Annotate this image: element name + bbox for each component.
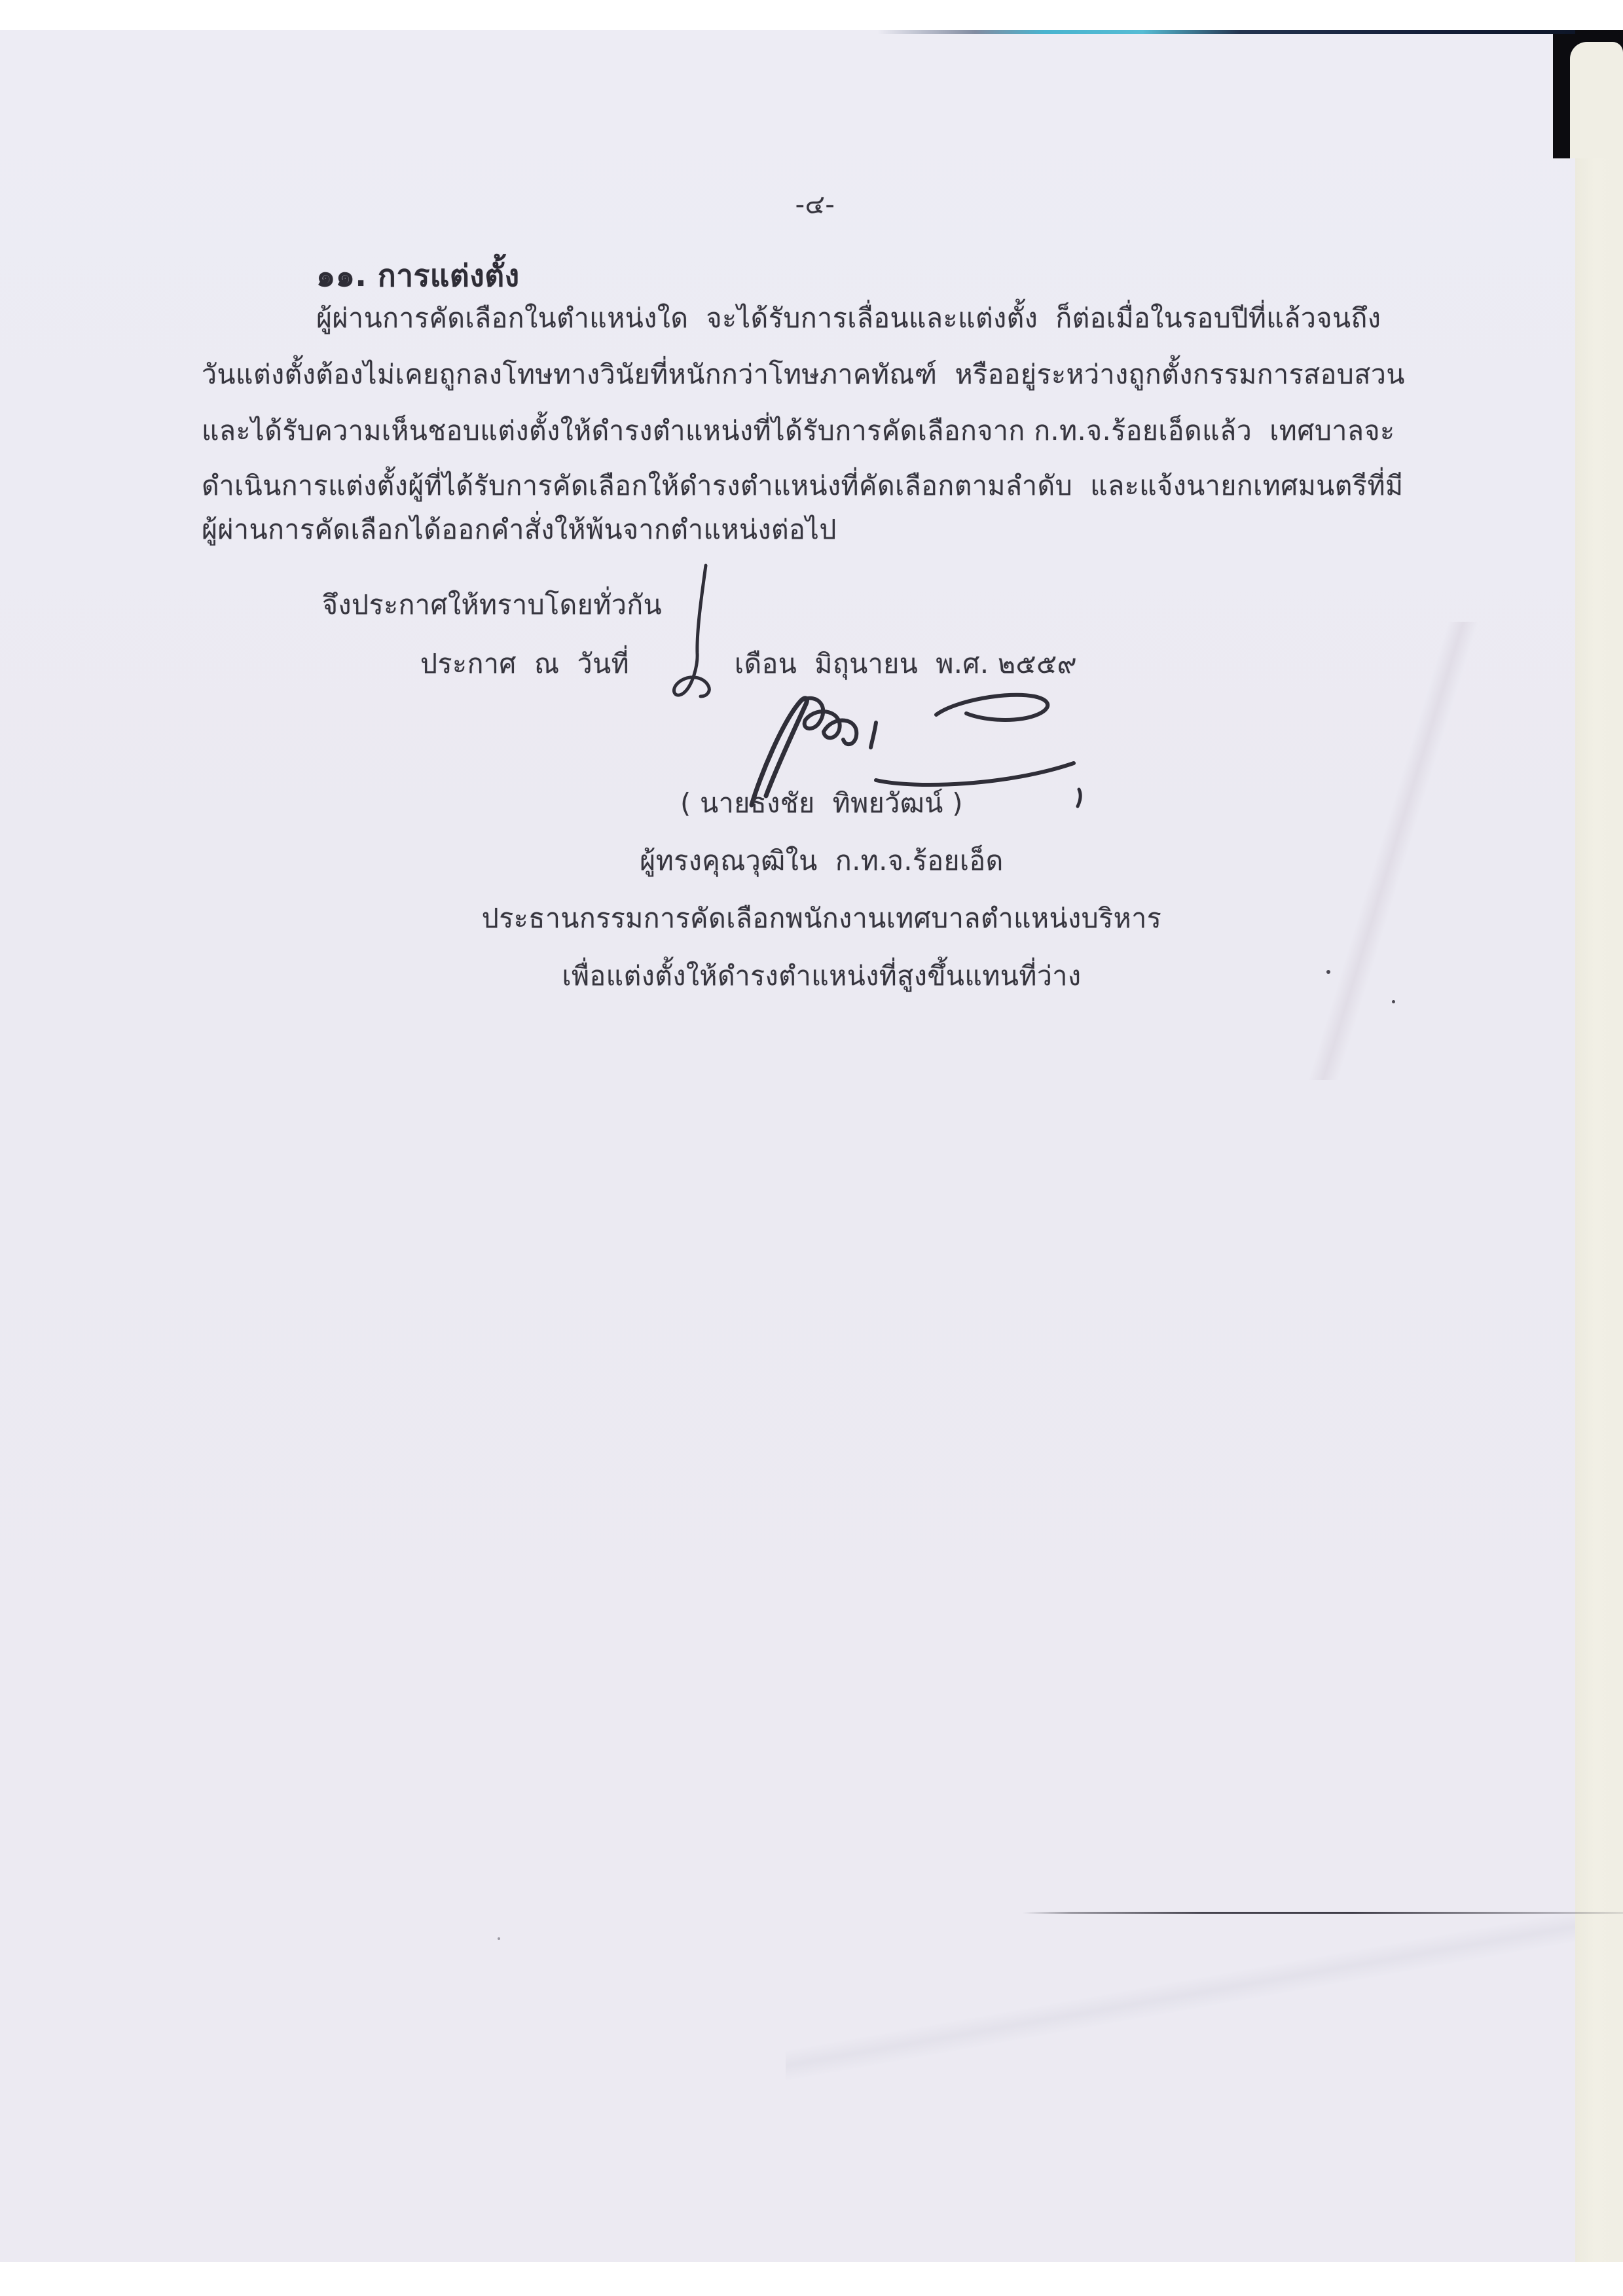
underlying-sheet-edge xyxy=(1575,30,1623,2262)
date-line-prefix: ประกาศ ณ วันที่ xyxy=(420,648,630,679)
signatory-title: ประธานกรรมการคัดเลือกพนักงานเทศบาลตำแหน่งบริหาร xyxy=(481,903,1162,934)
paragraph-line: วันแต่งตั้งต้องไม่เคยถูกลงโทษทางวินัยที่หนักกว่าโทษภาคทัณฑ์ หรืออยู่ระหว่างถูกตั้งกรรมการสอบสวน xyxy=(202,359,1405,390)
scan-speckle xyxy=(498,1937,500,1940)
underlying-sheet-corner xyxy=(1570,42,1623,158)
paper-crease xyxy=(786,1800,1575,2193)
scan-speckle xyxy=(1392,1000,1395,1003)
date-line-suffix: เดือน มิถุนายน พ.ศ. ๒๕๕๙ xyxy=(735,648,1078,679)
paragraph-line: ดำเนินการแต่งตั้งผู้ที่ได้รับการคัดเลือกให้ดำรงตำแหน่งที่คัดเลือกตามลำดับ และแจ้งนายกเทศมนตรีที่มี xyxy=(202,470,1404,501)
paragraph-line: และได้รับความเห็นชอบแต่งตั้งให้ดำรงตำแหน่งที่ได้รับการคัดเลือกจาก ก.ท.จ.ร้อยเอ็ดแล้ว เทศบาลจะ xyxy=(202,415,1395,446)
signatory-title: เพื่อแต่งตั้งให้ดำรงตำแหน่งที่สูงขึ้นแทนที่ว่าง xyxy=(562,960,1082,992)
paper-crease xyxy=(1211,622,1575,1080)
signatory-title: ผู้ทรงคุณวุฒิใน ก.ท.จ.ร้อยเอ็ด xyxy=(640,845,1004,876)
paragraph-line: ผู้ผ่านการคัดเลือกในตำแหน่งใด จะได้รับการเลื่อนและแต่งตั้ง ก็ต่อเมื่อในรอบปีที่แล้วจนถึง xyxy=(316,302,1381,334)
scan-speckle xyxy=(1326,970,1330,974)
page-number: -๔- xyxy=(795,190,835,220)
scan-edge-artifact-line xyxy=(877,30,1575,34)
paragraph-line: ผู้ผ่านการคัดเลือกได้ออกคำสั่งให้พ้นจากตำแหน่งต่อไป xyxy=(202,514,837,545)
closing-line: จึงประกาศให้ทราบโดยทั่วกัน xyxy=(322,589,663,620)
section-heading: ๑๑. การแต่งตั้ง xyxy=(316,258,520,293)
signatory-name: ( นายธงชัย ทิพยวัฒน์ ) xyxy=(680,787,963,819)
